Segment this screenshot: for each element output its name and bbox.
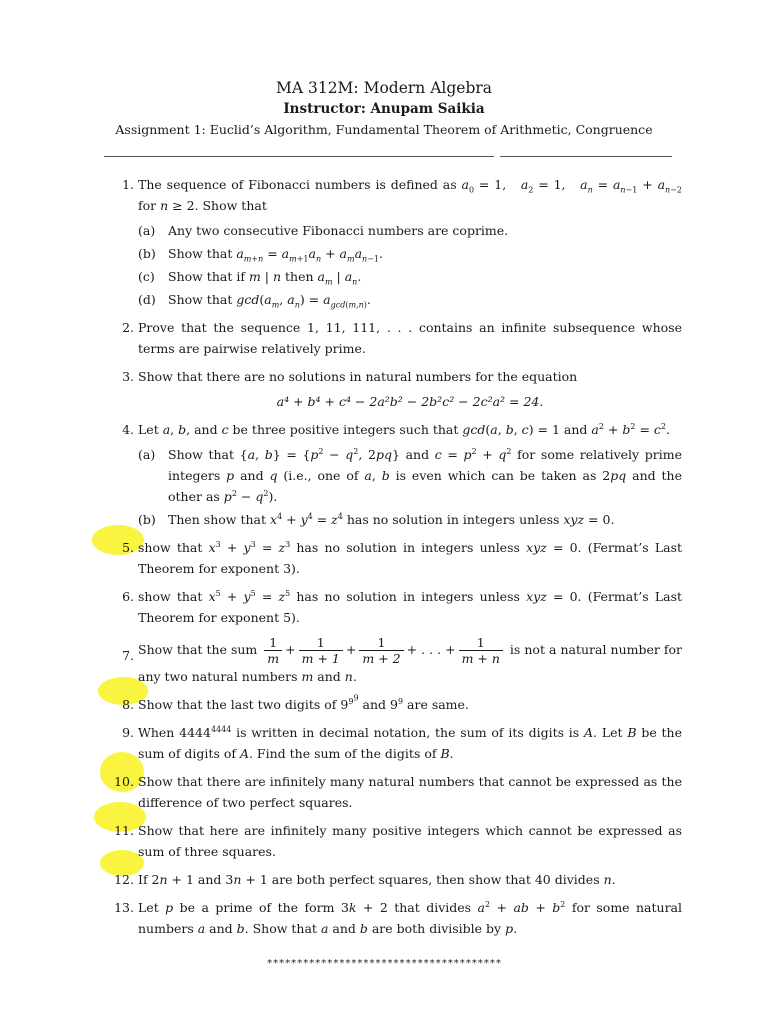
- problem-number: 10.: [114, 774, 134, 789]
- problem-list: [108, 174, 682, 946]
- problem-text: Show that there are no solutions in natural numbers for the equation: [138, 369, 578, 384]
- problem-number: 4.: [122, 422, 134, 437]
- problem-3-equation: a⁴ + b⁴ + c⁴ − 2a²b² − 2b²c² − 2c²a² = 24.: [276, 394, 544, 409]
- problem-2: [108, 317, 682, 359]
- problem-12: [108, 869, 682, 890]
- problem-1: [108, 174, 682, 310]
- problem-number: 13.: [114, 900, 134, 915]
- problem-13: [108, 897, 682, 939]
- problem-text: show that $x^5 + y^5 = z^5$ has no solution in integers unless xyz = 0. (Fermat’s Last Theorem for exponent 5).: [138, 588, 683, 625]
- problem-text: Let a, b, and c be three positive integers such that gcd(a, b, c) = 1 and $a^2 + b^2 = c^2$.: [138, 421, 670, 437]
- problem-4: [108, 419, 682, 530]
- problem-number: 7.: [122, 648, 134, 663]
- footer-stars: ***************************************: [266, 958, 502, 969]
- problem-1a: (a) Any two consecutive Fibonacci numbers are coprime.: [138, 223, 509, 238]
- problem-10: [108, 771, 682, 813]
- problem-1b: (b) Show that $a_{m+n} = a_{m+1}a_n + a_ma_{n-1}$.: [138, 246, 383, 264]
- problem-1c: (c) Show that if m | n then $a_m$ | $a_n$.: [138, 269, 362, 287]
- problem-9: [108, 722, 682, 764]
- problem-text: When $4444^{4444}$ is written in decimal notation, the sum of its digits is A. Let B be the sum of digits of A. Find the sum of the digits of B.: [138, 724, 682, 761]
- problem-5: [108, 537, 682, 579]
- problem-text: show that $x^3 + y^3 = z^3$ has no solution in integers unless xyz = 0. (Fermat’s Last Theorem for exponent 3).: [138, 539, 683, 576]
- instructor-name: Instructor: Anupam Saikia: [283, 101, 485, 117]
- problem-4b: (b) Then show that $x^4 + y^4 = z^4$ has no solution in integers unless xyz = 0.: [138, 511, 615, 527]
- problem-text: Show that here are infinitely many positive integers which cannot be expressed as sum of three squares.: [138, 823, 682, 859]
- problem-6: [108, 586, 682, 628]
- problem-text: Let p be a prime of the form 3k + 2 that divides $a^2$ + ab + $b^2$ for some natural numbers a and b. Show that a and b are both divisible by p.: [138, 899, 683, 936]
- problem-number: 11.: [114, 823, 134, 838]
- problem-text: Show that the sum $\frac{1}{m}$ + $\frac{1}{m + 1}$ + $\frac{1}{m + 2}$ + . . . + $\frac{1}{m + n}$ is not a natural number for any two natural numbers m and n.: [138, 635, 682, 684]
- problem-number: 5.: [122, 540, 134, 555]
- problem-text: If 2n + 1 and 3n + 1 are both perfect squares, then show that 40 divides n.: [138, 872, 616, 887]
- problem-7: [108, 635, 682, 687]
- problem-text: The sequence of Fibonacci numbers is defined as $a_0 = 1$, $a_2 = 1$, $a_n = a_{n-1} + a_{n-2}$ for n ≥ 2. Show that: [138, 177, 682, 213]
- problem-number: 8.: [122, 697, 134, 712]
- problem-4a: (a) Show that {a, $b\} = \{p^2 - q^2$, 2pq} and $c = p^2 + q^2$ for some relatively prime integers p and q (i.e., one of a, b is even which can be taken as 2pq and the other as $p^2 - q^2$).: [138, 446, 682, 504]
- problem-number: 1.: [122, 177, 134, 192]
- header-rule-left: [104, 156, 494, 157]
- problem-8: [108, 694, 682, 715]
- page-title: MA 312M: Modern Algebra: [275, 79, 493, 97]
- problem-11: [108, 820, 682, 862]
- problem-number: 2.: [122, 320, 134, 335]
- problem-number: 9.: [122, 725, 134, 740]
- problem-text: Show that there are infinitely many natural numbers that cannot be expressed as the difference of two perfect squares.: [138, 774, 682, 810]
- problem-1d: (d) Show that $\gcd(a_m$, $a_n) = a_{gcd(m,n)}$.: [138, 292, 371, 310]
- problem-text: Prove that the sequence 1, 11, 111, . . . contains an infinite subsequence whose terms are pairwise relatively prime.: [138, 320, 682, 356]
- header-rule-right: [500, 156, 672, 157]
- problem-3: [108, 366, 682, 412]
- problem-number: 3.: [122, 369, 134, 384]
- assignment-subtitle: Assignment 1: Euclid’s Algorithm, Fundamental Theorem of Arithmetic, Congruence: [115, 122, 653, 137]
- problem-number: 6.: [122, 589, 134, 604]
- problem-text: Show that the last two digits of $9^{9^9}$ and $9^9$ are same.: [138, 693, 469, 712]
- problem-number: 12.: [114, 872, 134, 887]
